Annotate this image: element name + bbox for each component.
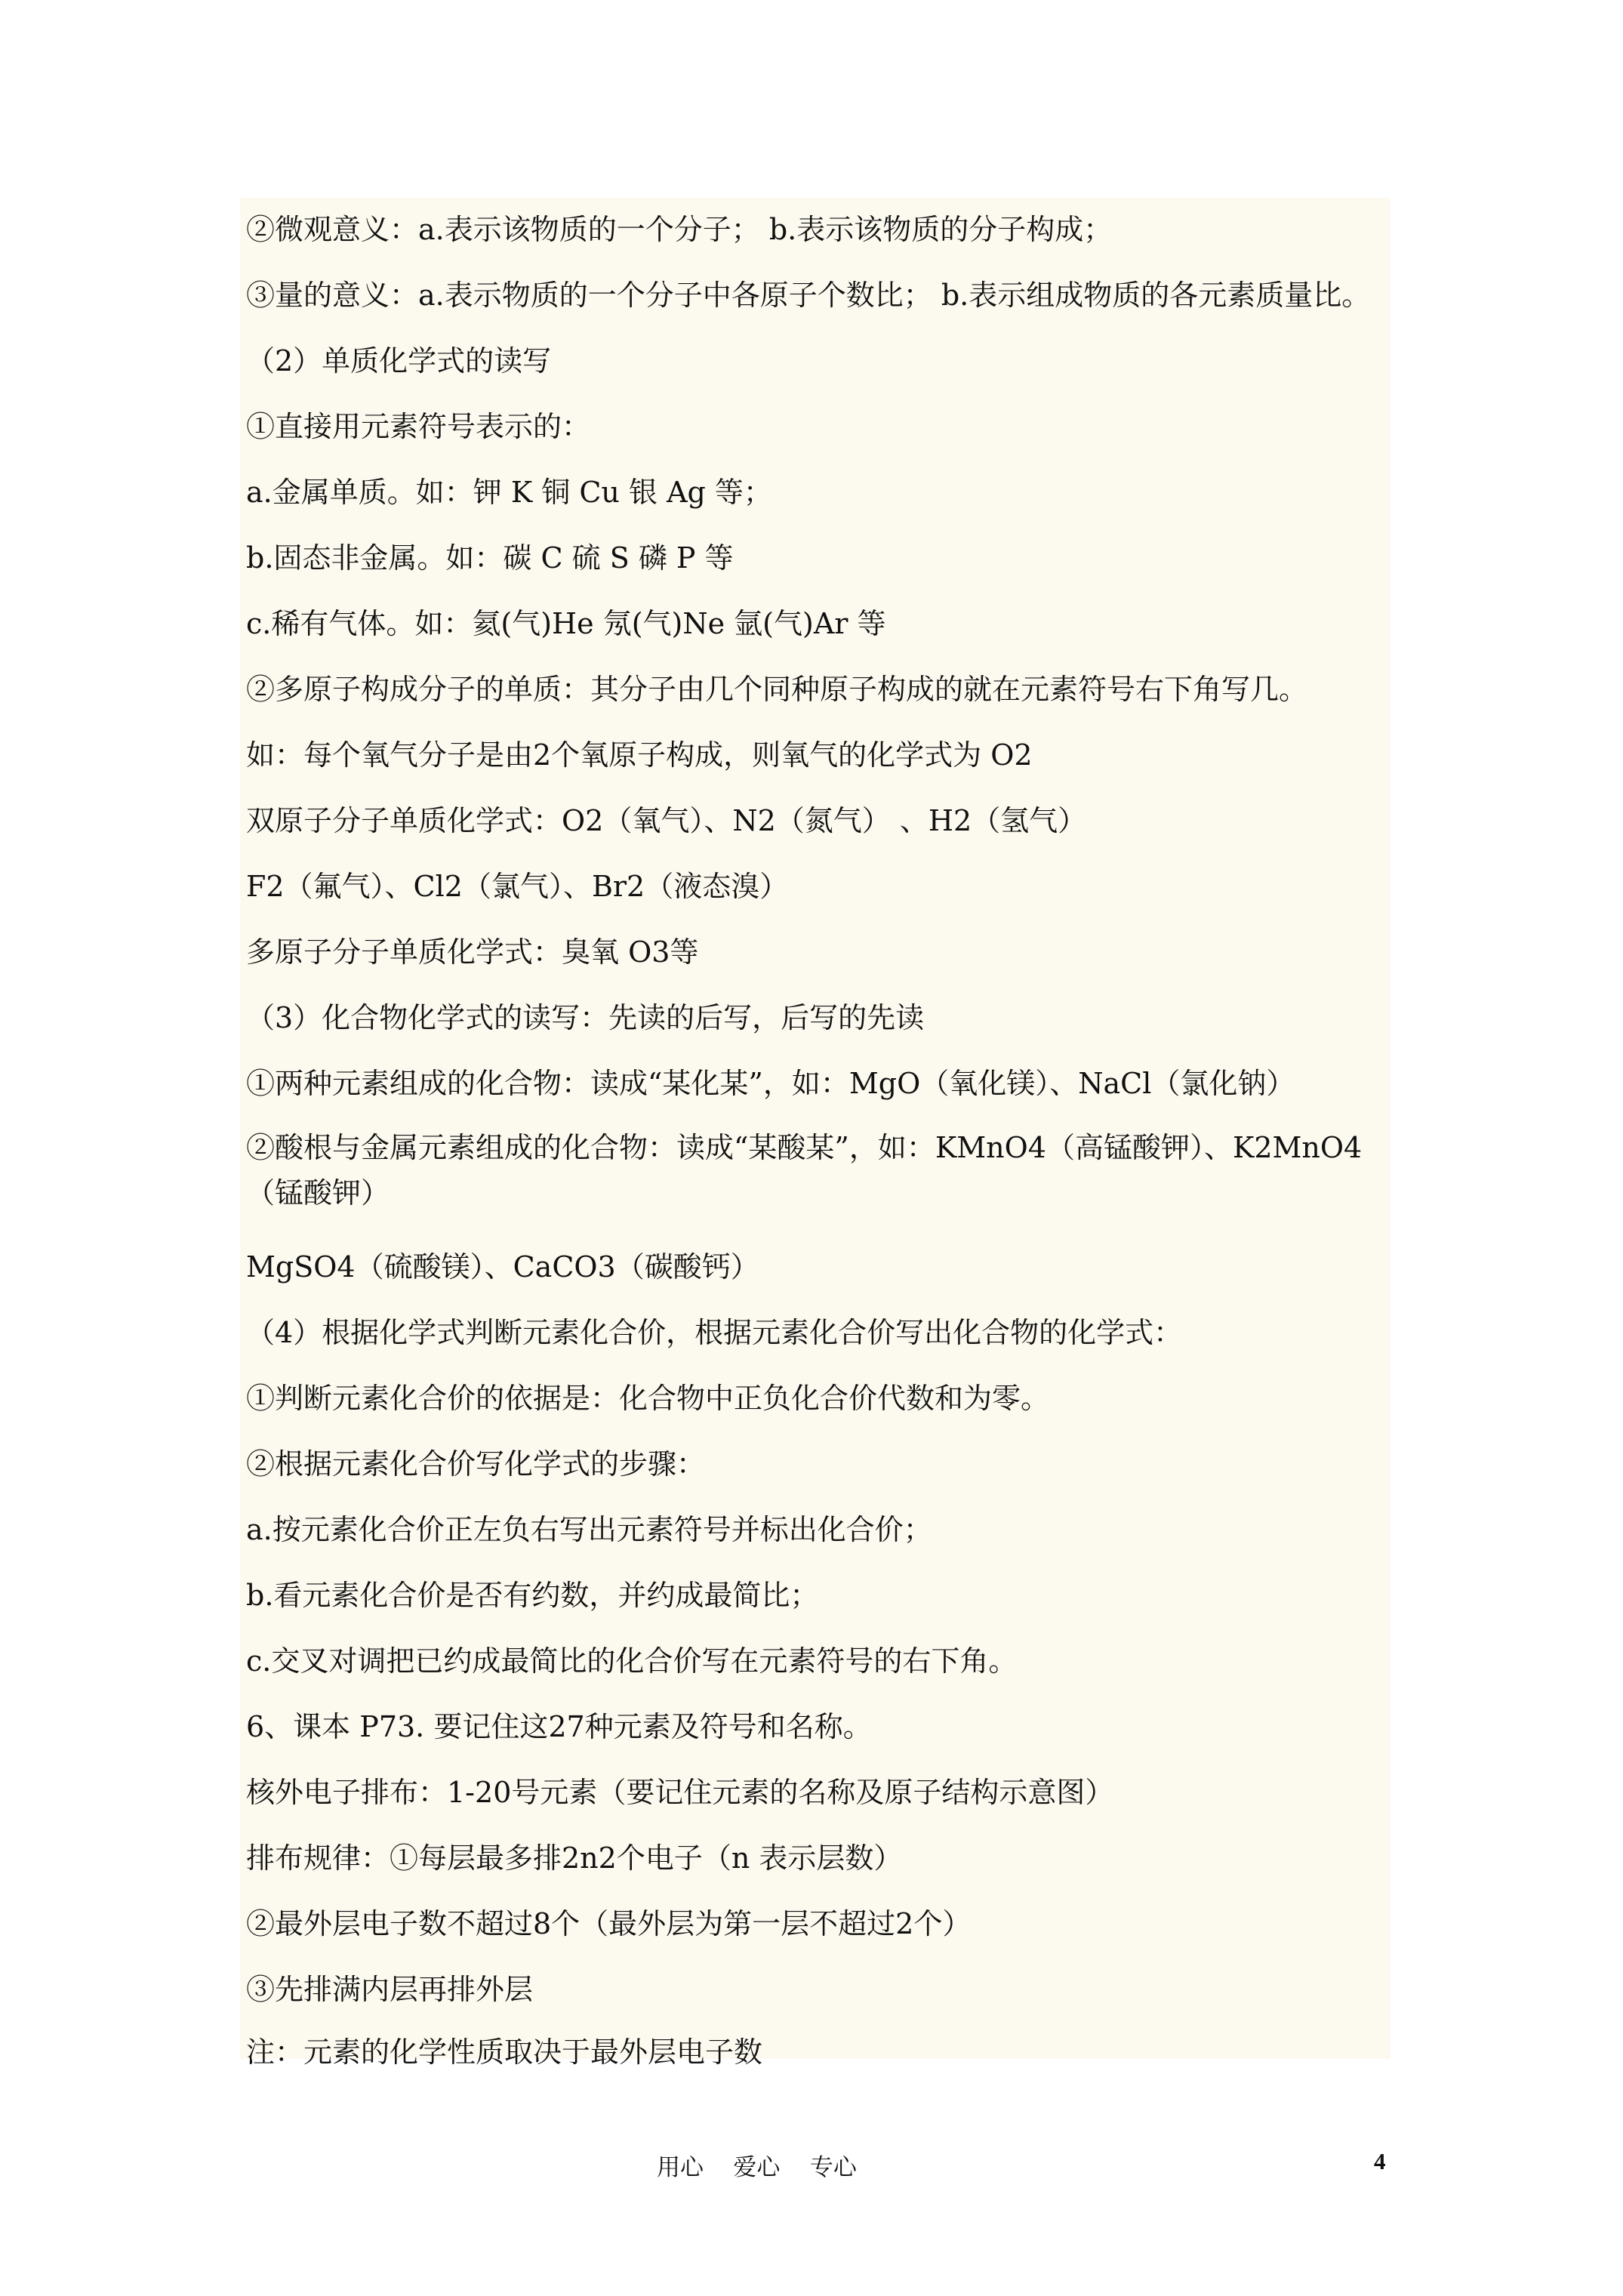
page-number: 4 [1374,2148,1386,2174]
text-line: c.交叉对调把已约成最简比的化合价写在元素符号的右下角。 [246,1644,1018,1678]
text-line: F2（氟气）、Cl2（氯气）、Br2（液态溴） [246,870,789,903]
document-body [240,198,1390,2069]
text-line: ③先排满内层再排外层 [246,1973,534,2006]
text-line: ②最外层电子数不超过8个（最外层为第一层不超过2个） [246,1907,972,1940]
text-line: 6、课本 P73. 要记住这27种元素及符号和名称。 [246,1710,872,1743]
text-line: ②微观意义：a.表示该物质的一个分子； b.表示该物质的分子构成； [246,213,1113,246]
text-line: b.看元素化合价是否有约数，并约成最简比； [246,1579,819,1612]
text-line: a.金属单质。如：钾 K 铜 Cu 银 Ag 等； [246,476,772,509]
footer-motto: 用心 爱心 专心 [657,2154,857,2181]
text-line: a.按元素化合价正左负右写出元素符号并标出化合价； [246,1513,932,1546]
text-line: 注：元素的化学性质取决于最外层电子数 [246,2036,763,2069]
text-line: ①两种元素组成的化合物：读成“某化某”，如：MgO（氧化镁）、NaCl（氯化钠） [246,1067,1295,1100]
text-line: 如：每个氧气分子是由2个氧原子构成，则氧气的化学式为 O2 [246,738,1033,772]
text-line: 排布规律：①每层最多排2n2个电子（n 表示层数） [246,1841,903,1875]
text-line: 核外电子排布：1-20号元素（要记住元素的名称及原子结构示意图） [246,1776,1114,1809]
section-heading: （2）单质化学式的读写 [246,344,552,378]
text-line: ②根据元素化合价写化学式的步骤： [246,1447,706,1481]
section-heading: （3）化合物化学式的读写：先读的后写，后写的先读 [246,1001,925,1034]
page-footer [0,2148,1623,2186]
text-line: b.固态非金属。如：碳 C 硫 S 磷 P 等 [246,541,734,575]
text-line: 双原子分子单质化学式：O2（氧气）、N2（氮气） 、H2（氢气） [246,804,1087,837]
text-line: c.稀有气体。如：氦(气)He 氖(气)Ne 氩(气)Ar 等 [246,607,886,640]
section-heading: （4）根据化学式判断元素化合价，根据元素化合价写出化合物的化学式： [246,1316,1183,1349]
text-line: ②酸根与金属元素组成的化合物：读成“某酸某”，如：KMnO4（高锰酸钾）、K2MnO4（锰酸钾） [246,1131,1363,1210]
text-line: ③量的意义：a.表示物质的一个分子中各原子个数比； b.表示组成物质的各元素质量比。 [246,279,1371,312]
text-line: 多原子分子单质化学式：臭氧 O3等 [246,935,699,969]
text-line: ①直接用元素符号表示的： [246,410,591,443]
text-line: ②多原子构成分子的单质：其分子由几个同种原子构成的就在元素符号右下角写几。 [246,673,1308,706]
text-line: ①判断元素化合价的依据是：化合物中正负化合价代数和为零。 [246,1382,1050,1415]
text-line: MgSO4（硫酸镁）、CaCO3（碳酸钙） [246,1250,759,1284]
